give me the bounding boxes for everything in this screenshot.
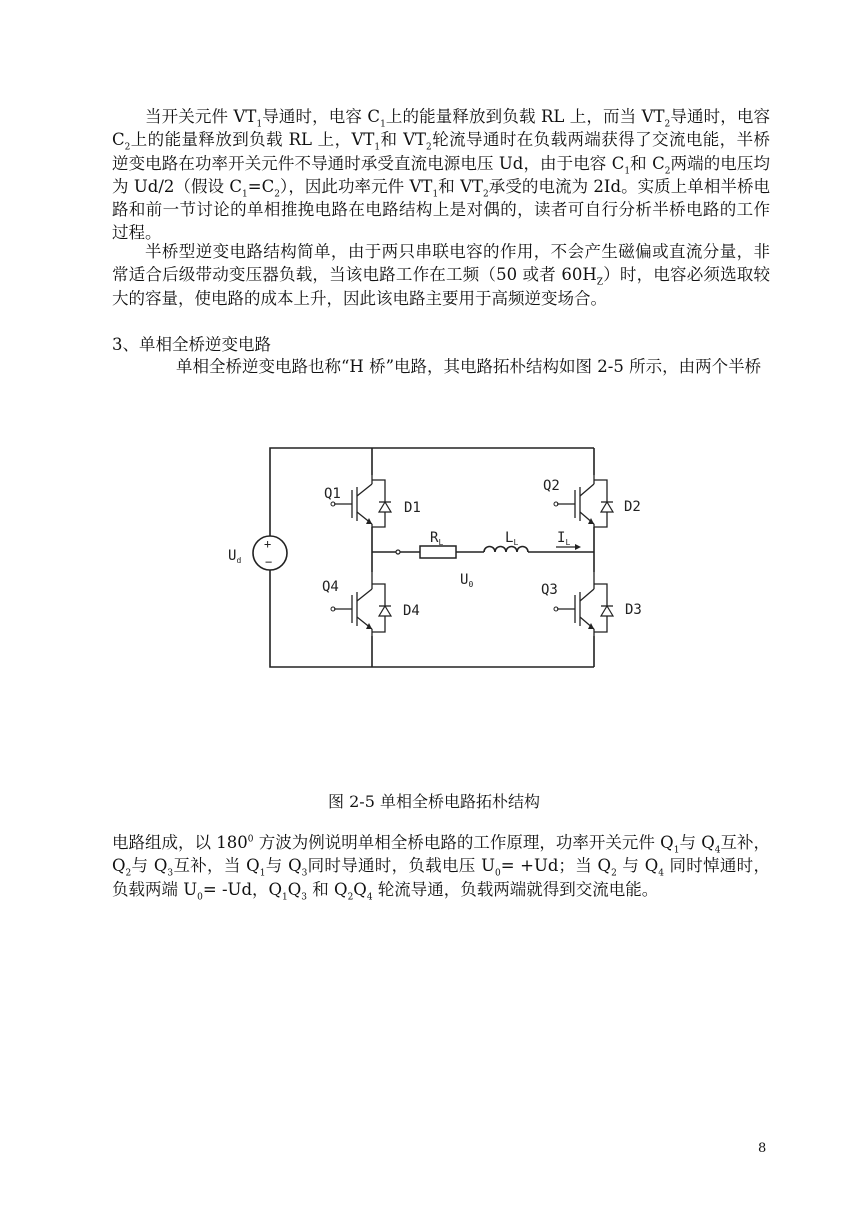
d4-diode-symbol	[372, 584, 391, 632]
d2-label: D2	[624, 499, 641, 515]
q3-label: Q3	[541, 582, 558, 598]
section-heading: 3、单相全桥逆变电路	[112, 335, 271, 354]
resistor-label: $R_L$	[430, 530, 444, 547]
q3-igbt-symbol	[554, 572, 594, 636]
d3-diode-symbol	[594, 584, 613, 632]
d1-label: D1	[404, 500, 421, 516]
q2-igbt-symbol	[554, 475, 594, 527]
page-number: 8	[758, 1141, 767, 1156]
paragraph-half-bridge-operation: 当开关元件 $VT_1$导通时，电容 $C_1$上的能量释放到负载 RL 上，而当 $VT_2$导通时，电容$C_2$上的能量释放到负载 RL 上，$VT_1$和 $VT_2$轮流导通时在负载两端获得了交流电能，半桥逆变电路在功率开关元件不导通时承受直流电源电压 Ud，由于电容 $C_1$和 $C_2$两端的电压均为 Ud/2（假设 $C_1=C_2$），因此功率元件 $VT_1$和 $VT_2$承受的电流为 2Id。实质上单相半桥电路和前一节讨论的单相推挽电路在电路结构上是对偶的，读者可自行分析半桥电路的工作过程。	[112, 107, 771, 243]
load-terminal-left	[396, 550, 400, 554]
paragraph-full-bridge-intro: 单相全桥逆变电路也称“H 桥”电路，其电路拓朴结构如图 2-5 所示，由两个半桥	[176, 357, 762, 376]
d2-diode-symbol	[594, 480, 613, 527]
output-voltage-label: $U_0$	[460, 572, 474, 589]
dc-source-minus: −	[265, 555, 273, 569]
load-inductor-symbol	[484, 547, 528, 553]
paragraph-half-bridge-features: 半桥型逆变电路结构简单，由于两只串联电容的作用，不会产生磁偏或直流分量，非常适合后级带动变压器负载，当该电路工作在工频（50 或者 $60H_Z$）时，电容必须选取较大的容量，使电路的成本上升，因此该电路主要用于高频逆变场合。	[112, 242, 771, 308]
q4-label: Q4	[322, 579, 339, 595]
figure-caption: 图 2-5 单相全桥电路拓朴结构	[328, 792, 540, 811]
load-resistor-symbol	[420, 546, 456, 558]
d1-diode-symbol	[372, 480, 391, 527]
q1-label: Q1	[324, 486, 341, 502]
current-arrow-head	[575, 544, 581, 550]
d3-label: D3	[625, 602, 642, 618]
q2-label: Q2	[543, 478, 560, 494]
inductor-label: $L_L$	[505, 530, 519, 547]
load-current-label: $I_L$	[557, 530, 571, 547]
source-voltage-label: $U_d$	[228, 548, 242, 565]
paragraph-full-bridge-operation: 电路组成，以 $180^0$ 方波为例说明单相全桥电路的工作原理，功率开关元件 $Q_1$与 $Q_4$互补，$Q_2$与 $Q_3$互补，当 $Q_1$与 $Q_3$同时导通时，负载电压 $U_0= +Ud$；当 $Q_2$ 与 $Q_4$ 同时悼通时，负载两端 $U_0= -Ud$，$Q_1Q_3$ 和 $Q_2Q_4$ 轮流导通，负载两端就得到交流电能。	[112, 833, 770, 902]
d4-label: D4	[403, 603, 420, 619]
dc-source-plus: +	[264, 537, 272, 551]
